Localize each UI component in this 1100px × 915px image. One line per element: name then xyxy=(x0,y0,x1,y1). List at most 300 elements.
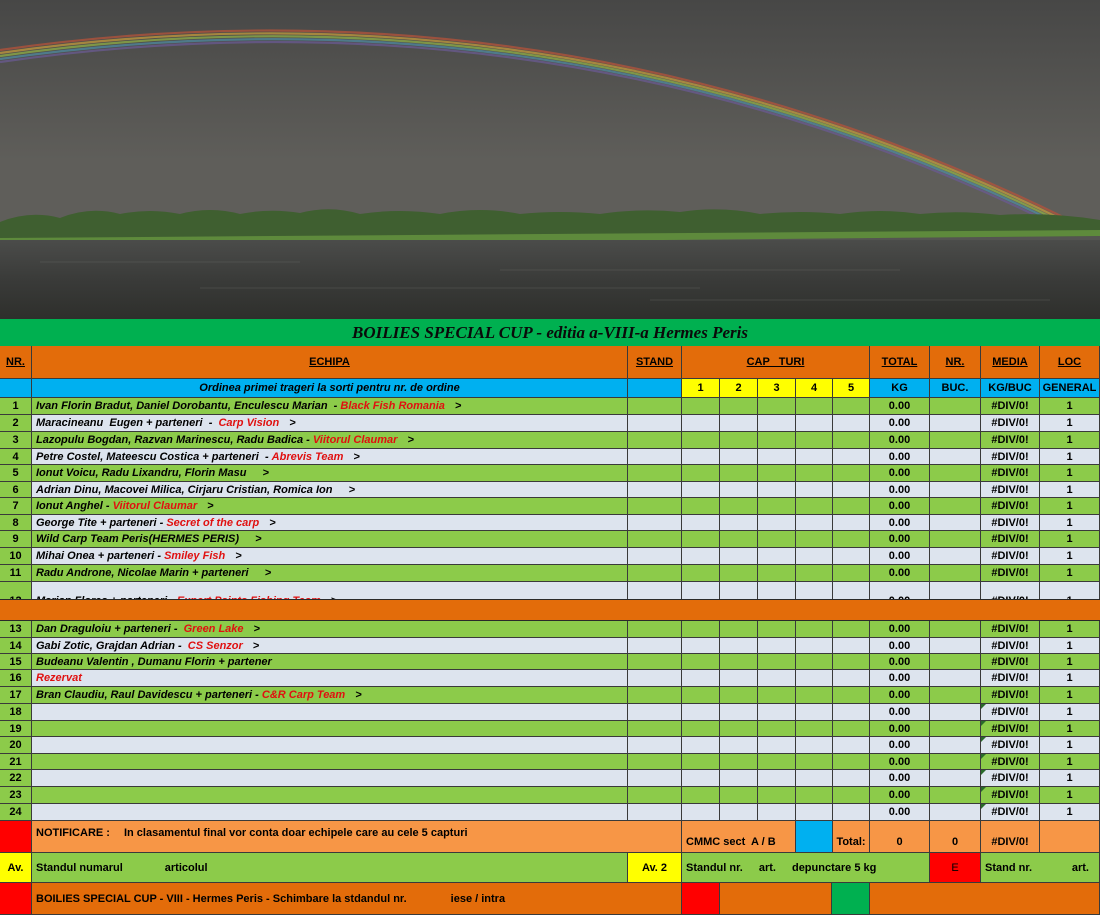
subheader-kg-buc: KG/BUC xyxy=(981,379,1040,398)
capture-cell-2 xyxy=(720,654,758,670)
capture-cell-1 xyxy=(682,565,720,582)
loc-general: 1 xyxy=(1040,721,1100,737)
capture-cell-5 xyxy=(833,449,870,465)
media-kg-buc: #DIV/0! xyxy=(981,737,1040,754)
stand-cell xyxy=(628,398,682,415)
team-members: Budeanu Valentin , Dumanu Florin + partener xyxy=(36,655,272,668)
team-arrow: > xyxy=(262,467,269,479)
stand-cell xyxy=(628,770,682,787)
capture-cell-5 xyxy=(833,737,870,754)
buc-cell xyxy=(930,687,981,704)
loc-general: 1 xyxy=(1040,465,1100,482)
team-arrow: > xyxy=(454,400,462,412)
capture-cell-3 xyxy=(758,498,796,515)
total-kg: 0.00 xyxy=(870,531,930,548)
capture-cell-3 xyxy=(758,531,796,548)
lake-rainbow-photo xyxy=(0,0,1100,319)
capture-cell-4 xyxy=(796,621,833,638)
team-cell xyxy=(32,770,628,787)
stand-cell xyxy=(628,415,682,432)
change-out-marker xyxy=(682,883,720,915)
capture-cell-2 xyxy=(720,498,758,515)
buc-cell xyxy=(930,398,981,415)
team-cell xyxy=(32,482,628,498)
buc-cell xyxy=(930,482,981,498)
stand-change-in-out: iese / intra xyxy=(450,892,506,905)
tur-number-3: 3 xyxy=(758,379,796,398)
error-triangle-icon xyxy=(981,721,986,726)
team-club-name: Secret of the carp xyxy=(166,516,260,529)
row-number: 23 xyxy=(0,787,32,804)
capture-cell-4 xyxy=(796,565,833,582)
stand-cell xyxy=(628,432,682,449)
total-kg: 0.00 xyxy=(870,770,930,787)
total-kg: 0.00 xyxy=(870,621,930,638)
stand-cell xyxy=(628,498,682,515)
capture-cell-5 xyxy=(833,482,870,498)
media-kg-buc: #DIV/0! xyxy=(981,398,1040,415)
capture-cell-4 xyxy=(796,548,833,565)
media-kg-buc: #DIV/0! xyxy=(981,804,1040,821)
capture-cell-1 xyxy=(682,804,720,821)
capture-cell-2 xyxy=(720,531,758,548)
row-number: 14 xyxy=(0,638,32,654)
capture-cell-3 xyxy=(758,465,796,482)
buc-cell xyxy=(930,804,981,821)
team-club-name: Smiley Fish xyxy=(164,550,226,562)
loc-general: 1 xyxy=(1040,432,1100,449)
penalty-cell xyxy=(682,853,930,883)
total-kg: 0.00 xyxy=(870,498,930,515)
team-cell xyxy=(32,398,628,415)
total-kg: 0.00 xyxy=(870,754,930,770)
media-kg-buc: #DIV/0! xyxy=(981,621,1040,638)
capture-cell-4 xyxy=(796,687,833,704)
capture-cell-2 xyxy=(720,465,758,482)
capture-cell-2 xyxy=(720,787,758,804)
team-cell xyxy=(32,754,628,770)
capture-cell-4 xyxy=(796,482,833,498)
team-cell xyxy=(32,638,628,654)
tur-number-1: 1 xyxy=(682,379,720,398)
total-kg: 0.00 xyxy=(870,548,930,565)
buc-cell xyxy=(930,432,981,449)
capture-cell-4 xyxy=(796,804,833,821)
loc-general: 1 xyxy=(1040,687,1100,704)
row-number: 4 xyxy=(0,449,32,465)
team-arrow: > xyxy=(207,500,214,512)
total-kg: 0.00 xyxy=(870,687,930,704)
buc-cell xyxy=(930,415,981,432)
capture-cell-5 xyxy=(833,638,870,654)
team-cell xyxy=(32,531,628,548)
row-number: 24 xyxy=(0,804,32,821)
capture-cell-2 xyxy=(720,754,758,770)
loc-general: 1 xyxy=(1040,787,1100,804)
stand-change-cell xyxy=(32,883,682,915)
team-arrow: > xyxy=(348,483,356,496)
capture-cell-3 xyxy=(758,621,796,638)
team-members: Ionut Anghel - xyxy=(36,500,113,512)
change-right xyxy=(870,883,1100,915)
capture-cell-1 xyxy=(682,515,720,531)
capture-cell-3 xyxy=(758,482,796,498)
capture-cell-1 xyxy=(682,787,720,804)
header-nr: NR. xyxy=(0,346,32,379)
capture-cell-5 xyxy=(833,415,870,432)
capture-cell-2 xyxy=(720,704,758,721)
loc-general: 1 xyxy=(1040,498,1100,515)
capture-cell-3 xyxy=(758,670,796,687)
capture-cell-4 xyxy=(796,531,833,548)
team-cell xyxy=(32,498,628,515)
team-cell xyxy=(32,565,628,582)
capture-cell-3 xyxy=(758,638,796,654)
error-triangle-icon xyxy=(981,787,986,792)
capture-cell-4 xyxy=(796,654,833,670)
capture-cell-3 xyxy=(758,449,796,465)
capture-cell-5 xyxy=(833,687,870,704)
capture-cell-5 xyxy=(833,704,870,721)
loc-general: 1 xyxy=(1040,737,1100,754)
capture-cell-5 xyxy=(833,465,870,482)
stand-cell xyxy=(628,654,682,670)
team-arrow: > xyxy=(289,417,296,429)
team-club-name: Carp Vision xyxy=(218,417,280,429)
warning-stand-label: Standul numarul xyxy=(36,861,123,874)
error-triangle-icon xyxy=(981,754,986,759)
capture-cell-2 xyxy=(720,565,758,582)
change-middle xyxy=(720,883,832,915)
penalty-stand-label: Standul nr. xyxy=(686,861,743,874)
warning-av-label: Av. xyxy=(0,853,32,883)
warning-article-label: articolul xyxy=(164,861,208,874)
team-members: Dan Draguloiu + parteneri - xyxy=(36,623,184,635)
capture-cell-5 xyxy=(833,721,870,737)
capture-cell-1 xyxy=(682,704,720,721)
total-kg: 0.00 xyxy=(870,465,930,482)
capture-cell-4 xyxy=(796,449,833,465)
row-number: 2 xyxy=(0,415,32,432)
capture-cell-1 xyxy=(682,415,720,432)
stand-cell xyxy=(628,449,682,465)
loc-general: 1 xyxy=(1040,565,1100,582)
capture-cell-4 xyxy=(796,638,833,654)
stand-cell xyxy=(628,687,682,704)
loc-general: 1 xyxy=(1040,621,1100,638)
capture-cell-5 xyxy=(833,548,870,565)
row-number: 11 xyxy=(0,565,32,582)
total-kg: 0.00 xyxy=(870,787,930,804)
stand-cell xyxy=(628,737,682,754)
notification-label: NOTIFICARE : xyxy=(36,827,110,839)
buc-cell xyxy=(930,515,981,531)
buc-cell xyxy=(930,465,981,482)
row-number: 5 xyxy=(0,465,32,482)
capture-cell-5 xyxy=(833,531,870,548)
stand-cell xyxy=(628,721,682,737)
stand-cell xyxy=(628,670,682,687)
team-members: George Tite + parteneri - xyxy=(36,516,167,529)
media-kg-buc: #DIV/0! xyxy=(981,548,1040,565)
team-club-name: Green Lake xyxy=(183,623,244,635)
team-cell xyxy=(32,548,628,565)
total-kg: 0.00 xyxy=(870,449,930,465)
team-cell xyxy=(32,737,628,754)
capture-cell-5 xyxy=(833,515,870,531)
media-kg-buc: #DIV/0! xyxy=(981,482,1040,498)
team-cell xyxy=(32,515,628,531)
capture-cell-4 xyxy=(796,432,833,449)
team-club-name: CS Senzor xyxy=(187,639,243,652)
header-loc: LOC xyxy=(1040,346,1100,379)
lake-rainbow-image xyxy=(0,0,1100,319)
capture-cell-3 xyxy=(758,654,796,670)
media-kg-buc: #DIV/0! xyxy=(981,449,1040,465)
capture-cell-5 xyxy=(833,565,870,582)
loc-general: 1 xyxy=(1040,770,1100,787)
tur-number-2: 2 xyxy=(720,379,758,398)
stand-cell xyxy=(628,515,682,531)
buc-cell xyxy=(930,498,981,515)
buc-cell xyxy=(930,787,981,804)
stand-cell xyxy=(628,638,682,654)
error-triangle-icon xyxy=(981,804,986,809)
capture-cell-4 xyxy=(796,704,833,721)
footer-loc-blank xyxy=(1040,821,1100,853)
capture-cell-4 xyxy=(796,670,833,687)
team-cell xyxy=(32,804,628,821)
capture-cell-3 xyxy=(758,721,796,737)
row-number: 20 xyxy=(0,737,32,754)
header-echipa: ECHIPA xyxy=(32,346,628,379)
stand-cell xyxy=(628,465,682,482)
team-arrow: > xyxy=(255,533,262,545)
change-in-marker xyxy=(832,883,870,915)
capture-cell-5 xyxy=(833,670,870,687)
capture-cell-3 xyxy=(758,565,796,582)
row-number: 3 xyxy=(0,432,32,449)
capture-cell-1 xyxy=(682,737,720,754)
stand-cell xyxy=(628,548,682,565)
loc-general: 1 xyxy=(1040,415,1100,432)
capture-cell-2 xyxy=(720,804,758,821)
media-kg-buc: #DIV/0! xyxy=(981,770,1040,787)
total-kg: 0.00 xyxy=(870,804,930,821)
capture-cell-2 xyxy=(720,515,758,531)
capture-cell-1 xyxy=(682,654,720,670)
team-arrow: > xyxy=(253,623,260,635)
capture-cell-4 xyxy=(796,737,833,754)
media-kg-buc: #DIV/0! xyxy=(981,670,1040,687)
team-club-name: Viitorul Claumar xyxy=(312,434,398,446)
total-kg: 0.00 xyxy=(870,721,930,737)
total-label: Total: xyxy=(833,821,870,853)
capture-cell-4 xyxy=(796,498,833,515)
row-number: 21 xyxy=(0,754,32,770)
grand-total-buc: 0 xyxy=(930,821,981,853)
row-number: 7 xyxy=(0,498,32,515)
cmmc-blue-marker xyxy=(796,821,833,853)
tur-number-5: 5 xyxy=(833,379,870,398)
team-members: Wild Carp Team Peris(HERMES PERIS) xyxy=(36,533,246,545)
team-arrow: > xyxy=(235,550,242,562)
media-kg-buc: #DIV/0! xyxy=(981,415,1040,432)
capture-cell-2 xyxy=(720,670,758,687)
team-cell xyxy=(32,449,628,465)
header-media: MEDIA xyxy=(981,346,1040,379)
capture-cell-1 xyxy=(682,721,720,737)
total-kg: 0.00 xyxy=(870,398,930,415)
team-club-name: Rezervat xyxy=(36,672,82,684)
notification-text: In clasamentul final vor conta doar echipele care au cele 5 capturi xyxy=(123,827,468,839)
capture-cell-3 xyxy=(758,770,796,787)
team-members: Mihai Onea + parteneri - xyxy=(36,550,165,562)
section-separator xyxy=(0,599,1100,621)
team-club-name: Viitorul Claumar xyxy=(112,500,198,512)
header-nr-buc: NR. xyxy=(930,346,981,379)
capture-cell-5 xyxy=(833,787,870,804)
elimination-stand-label: Stand nr. xyxy=(985,861,1033,874)
capture-cell-4 xyxy=(796,754,833,770)
capture-cell-1 xyxy=(682,531,720,548)
buc-cell xyxy=(930,737,981,754)
capture-cell-1 xyxy=(682,770,720,787)
header-total: TOTAL xyxy=(870,346,930,379)
stand-cell xyxy=(628,621,682,638)
capture-cell-3 xyxy=(758,704,796,721)
team-cell xyxy=(32,621,628,638)
team-club-name: C&R Carp Team xyxy=(261,689,346,701)
media-kg-buc: #DIV/0! xyxy=(981,754,1040,770)
buc-cell xyxy=(930,770,981,787)
team-cell xyxy=(32,721,628,737)
row-number: 15 xyxy=(0,654,32,670)
media-kg-buc: #DIV/0! xyxy=(981,704,1040,721)
standings-sheet xyxy=(0,319,1100,915)
buc-cell xyxy=(930,548,981,565)
loc-general: 1 xyxy=(1040,531,1100,548)
team-arrow: > xyxy=(407,434,414,446)
media-kg-buc: #DIV/0! xyxy=(981,638,1040,654)
warning-av2-label: Av. 2 xyxy=(628,853,682,883)
loc-general: 1 xyxy=(1040,449,1100,465)
team-members: Bran Claudiu, Raul Davidescu + parteneri - xyxy=(36,689,262,701)
media-kg-buc: #DIV/0! xyxy=(981,687,1040,704)
team-arrow: > xyxy=(269,516,276,529)
capture-cell-1 xyxy=(682,449,720,465)
elimination-article-label: art. xyxy=(1071,861,1089,874)
capture-cell-1 xyxy=(682,754,720,770)
team-arrow: > xyxy=(264,567,272,579)
capture-cell-2 xyxy=(720,687,758,704)
total-kg: 0.00 xyxy=(870,415,930,432)
media-kg-buc: #DIV/0! xyxy=(981,498,1040,515)
team-cell xyxy=(32,687,628,704)
capture-cell-2 xyxy=(720,621,758,638)
capture-cell-1 xyxy=(682,548,720,565)
buc-cell xyxy=(930,670,981,687)
total-kg: 0.00 xyxy=(870,565,930,582)
capture-cell-2 xyxy=(720,482,758,498)
loc-general: 1 xyxy=(1040,638,1100,654)
buc-cell xyxy=(930,621,981,638)
loc-general: 1 xyxy=(1040,548,1100,565)
loc-general: 1 xyxy=(1040,482,1100,498)
capture-cell-3 xyxy=(758,687,796,704)
team-club-name: Black Fish Romania xyxy=(340,400,445,412)
media-kg-buc: #DIV/0! xyxy=(981,531,1040,548)
team-cell xyxy=(32,465,628,482)
error-triangle-icon xyxy=(981,770,986,775)
total-kg: 0.00 xyxy=(870,482,930,498)
team-cell xyxy=(32,415,628,432)
stand-cell xyxy=(628,804,682,821)
row-number: 9 xyxy=(0,531,32,548)
header-cap-turi: CAP TURI xyxy=(682,346,870,379)
capture-cell-3 xyxy=(758,754,796,770)
loc-general: 1 xyxy=(1040,704,1100,721)
capture-cell-1 xyxy=(682,670,720,687)
team-cell xyxy=(32,670,628,687)
tur-number-4: 4 xyxy=(796,379,833,398)
capture-cell-2 xyxy=(720,638,758,654)
capture-cell-4 xyxy=(796,398,833,415)
capture-cell-3 xyxy=(758,737,796,754)
loc-general: 1 xyxy=(1040,804,1100,821)
team-arrow: > xyxy=(355,689,362,701)
notification-red-marker xyxy=(0,821,32,853)
stand-cell xyxy=(628,482,682,498)
loc-general: 1 xyxy=(1040,670,1100,687)
stand-cell xyxy=(628,787,682,804)
team-cell xyxy=(32,704,628,721)
capture-cell-3 xyxy=(758,398,796,415)
team-members: Radu Androne, Nicolae Marin + parteneri xyxy=(36,567,255,579)
total-kg: 0.00 xyxy=(870,654,930,670)
media-kg-buc: #DIV/0! xyxy=(981,565,1040,582)
buc-cell xyxy=(930,754,981,770)
capture-cell-5 xyxy=(833,498,870,515)
capture-cell-1 xyxy=(682,638,720,654)
capture-cell-2 xyxy=(720,398,758,415)
grand-total-kg: 0 xyxy=(870,821,930,853)
stand-cell xyxy=(628,565,682,582)
loc-general: 1 xyxy=(1040,754,1100,770)
media-kg-buc: #DIV/0! xyxy=(981,787,1040,804)
total-kg: 0.00 xyxy=(870,737,930,754)
capture-cell-2 xyxy=(720,770,758,787)
capture-cell-4 xyxy=(796,787,833,804)
buc-cell xyxy=(930,565,981,582)
buc-cell xyxy=(930,721,981,737)
capture-cell-1 xyxy=(682,482,720,498)
grand-media: #DIV/0! xyxy=(981,821,1040,853)
capture-cell-1 xyxy=(682,498,720,515)
header-stand: STAND xyxy=(628,346,682,379)
subheader-stand-blank xyxy=(628,379,682,398)
warning-stand-cell xyxy=(32,853,628,883)
subheader-general: GENERAL xyxy=(1040,379,1100,398)
capture-cell-5 xyxy=(833,770,870,787)
capture-cell-3 xyxy=(758,804,796,821)
capture-cell-5 xyxy=(833,432,870,449)
loc-general: 1 xyxy=(1040,515,1100,531)
capture-cell-4 xyxy=(796,515,833,531)
total-kg: 0.00 xyxy=(870,638,930,654)
total-kg: 0.00 xyxy=(870,432,930,449)
capture-cell-4 xyxy=(796,770,833,787)
